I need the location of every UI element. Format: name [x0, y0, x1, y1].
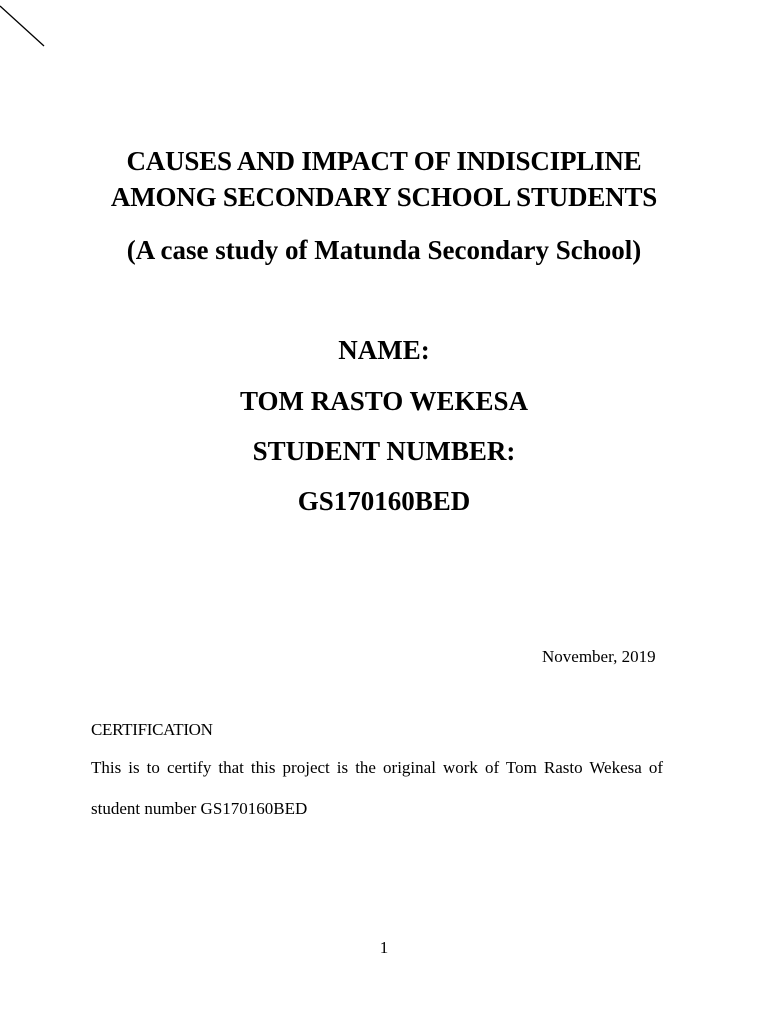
page-number: 1: [379, 938, 389, 957]
document-title: [0, 143, 768, 215]
student-number-value: GS170160BED: [297, 486, 471, 516]
submission-date: November, 2019: [542, 647, 656, 666]
title-line-1: CAUSES AND IMPACT OF INDISCIPLINE: [126, 146, 642, 176]
student-number-label: STUDENT NUMBER:: [252, 436, 516, 466]
corner-fold-line: [0, 0, 60, 60]
certification-text-line-2: student number GS170160BED: [91, 799, 308, 818]
certification-heading: CERTIFICATION: [91, 720, 213, 739]
name-value: TOM RASTO WEKESA: [239, 386, 529, 416]
title-line-2: AMONG SECONDARY SCHOOL STUDENTS: [110, 182, 658, 212]
document-subtitle: (A case study of Matunda Secondary School): [126, 235, 642, 265]
certification-text-line-1: This is to certify that this project is the original work of Tom Rasto Wekesa of: [91, 758, 663, 777]
name-label: NAME:: [338, 335, 430, 365]
